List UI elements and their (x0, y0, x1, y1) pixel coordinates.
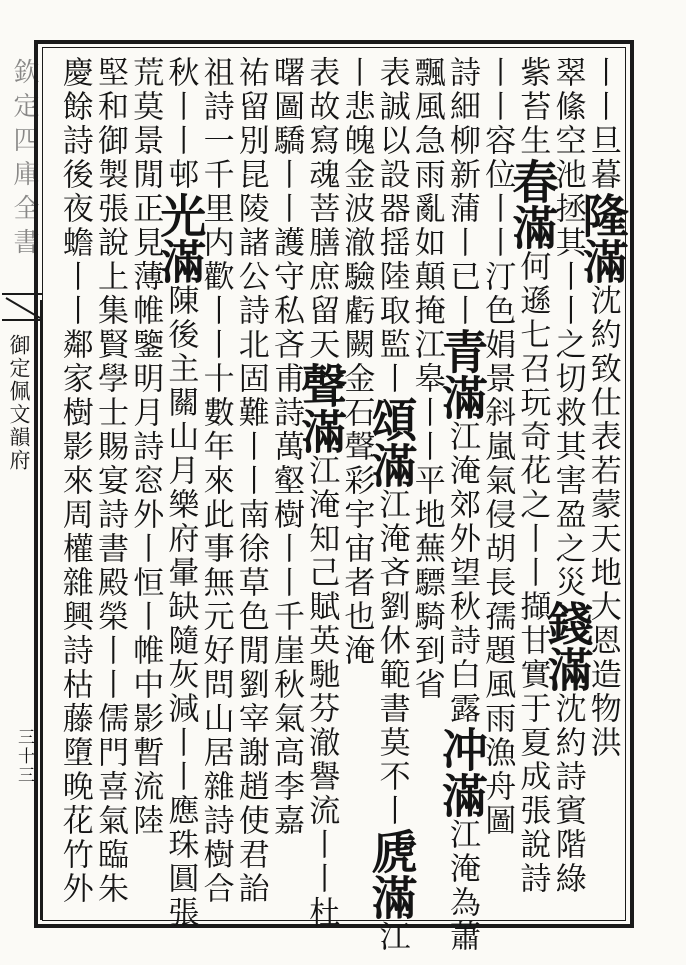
body-text: 飄風急雨亂如顛 (408, 56, 445, 294)
body-text: 金石聲彩宇宙者也 (338, 362, 375, 634)
body-text: 表誠以設器揺陸取監丨 (373, 56, 410, 396)
headword: 春滿 (505, 158, 560, 250)
body-text: 慶餘詩後夜蟾丨丨鄰家樹影來周權雜興詩枯藤墮晚花竹外 (56, 56, 93, 906)
book-subtitle: 御定佩文韻府 (7, 334, 31, 472)
body-text: 堅和御製張說上集賢學士賜宴詩書殿榮丨丨儒門喜氣臨朱 (92, 56, 128, 906)
body-text: 江淹吝劉休範書莫不丨 (373, 488, 410, 828)
body-text: 江 (373, 920, 410, 954)
book-title: 欽定四庫全書 (9, 58, 39, 262)
body-text: 祖詩一千里内歡丨丨十數年來此事無元好問山居雜詩樹合 (197, 56, 234, 906)
body-text: 江淹知己賦英馳芬澈譽流丨丨杜 (303, 454, 340, 930)
headword: 青滿 (435, 328, 489, 420)
body-text: 詩細柳新蒲丨已丨 (444, 56, 480, 328)
body-text: 沈約詩賓階綠 (549, 692, 586, 896)
headword: 錢滿 (540, 600, 595, 692)
body-text: 池拯其丨丨之切救其害盈之災 (549, 158, 586, 600)
body-text: 驃騎到省 (408, 566, 445, 702)
body-text: 正見薄帷鑒明月詩窓外丨恒丨帷中影暫流陸 (127, 192, 164, 838)
text-column (52, 56, 98, 911)
body-text: 江淹為蕭 (444, 818, 480, 954)
headword: 冲滿 (435, 726, 489, 818)
body-text: 祐留別昆陵諸公詩北固難丨丨南徐草色閒劉宰謝趙使君詒 (232, 56, 269, 906)
page-number: 三十三 (14, 728, 34, 785)
body-text: 掩江皋丨丨平地蕪 (408, 294, 445, 566)
body-text: 曙圖驕丨丨護守私吝 (268, 56, 304, 362)
body-text: 陳後主關山月樂府暈缺隨灰減丨丨應珠圓張 (162, 284, 199, 930)
body-text: 丨丨旦暮 (584, 56, 621, 192)
body-text: 丨悲魄金波澈驗虧闕 (338, 56, 375, 362)
body-text: 甫詩萬壑樹丨丨千崖秋氣高李嘉 (268, 362, 304, 838)
headword: 隆滿 (575, 192, 630, 284)
headword: 虒滿 (364, 828, 419, 920)
body-text: 江淹郊外望秋詩白露 (444, 420, 480, 726)
body-text: 淹 (338, 634, 375, 668)
body-text: 翠絛空 (549, 56, 586, 158)
body-text: 丨丨容位 (479, 56, 516, 192)
body-text: 沈約致仕表若蒙天地大恩造物洪 (584, 284, 621, 760)
body-text: 紫苔生 (514, 56, 551, 158)
body-text: 荒莫景閒 (127, 56, 164, 192)
body-text: 何遜七召玩奇花之丨丨擷甘實于夏成張說詩 (514, 250, 551, 896)
headword: 光滿 (153, 192, 208, 284)
headword: 頌滿 (364, 396, 419, 488)
headword: 聲滿 (294, 362, 349, 454)
body-text: 丨丨汀色娟景斜嵐氣侵胡長孺題風雨漁舟圖 (479, 192, 516, 838)
body-text: 表故寫魂菩膳庶留天 (303, 56, 340, 362)
body-text: 秋丨丨邨 (162, 56, 199, 192)
